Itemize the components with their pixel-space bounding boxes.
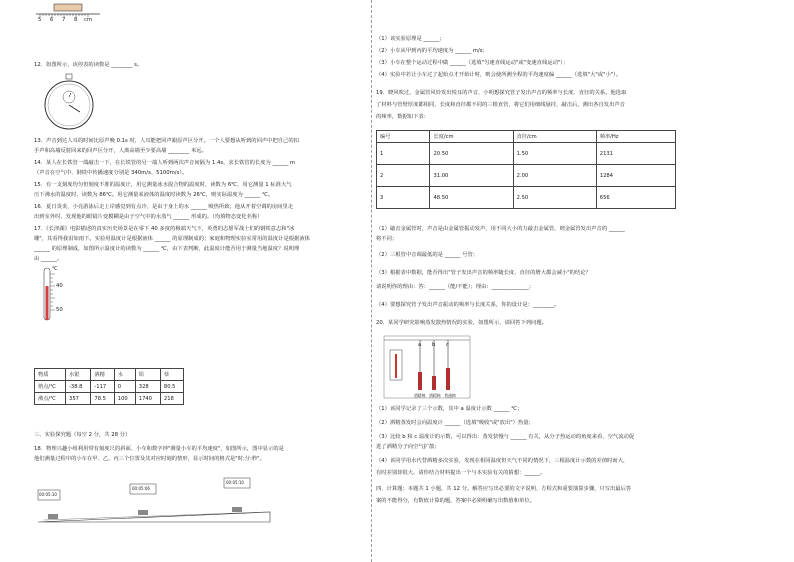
ruler-figure — [34, 2, 104, 24]
question-17-line2: 雕"，其看得我泪如雨下。实验用温度计是根据液体 ______ 的原理制成的；家庭和物理实验室常用的温度计是根据液体 — [34, 236, 310, 242]
clock-time-2: 00:05:06 — [132, 486, 150, 491]
table-cell: 48.50 — [430, 187, 513, 209]
question-14-line2: （声音在空气中、钢铁中传播速度分别是 340m/s、5100m/s）。 — [34, 170, 188, 176]
q20-part4-line1: （4）该同学用水代替酒精多次实验，发现在相同温度但天气不同的情况下，三根温度计示数的差值时而大， — [376, 458, 629, 464]
table-cell: 31.00 — [430, 165, 513, 187]
question-17-line4: 由 ______。 — [34, 256, 63, 262]
table-cell: -38.8 — [66, 381, 91, 393]
table-cell: 1.50 — [513, 143, 596, 165]
question-19-line1: 19．晓风吹过，金属管风铃发出悦耳的声音，小明想探究管子发出声音的频率与长度、直径的关系。他选取 — [376, 90, 627, 96]
question-12: 12．如图所示，该停表的读数是 ________ s。 — [34, 62, 143, 68]
q19-part4: （4）要想探究管子发出声音振动的频率与长度关系，你的设计是：________。 — [376, 302, 560, 308]
q20-part3-line1: （3）比较 b 和 c 温度计的示数，可以得出：蒸发快慢与 ______ 有关，从分子热运动的角度来看，空气流动促 — [376, 434, 635, 440]
thermometer-figure — [40, 266, 70, 324]
thermometer-unit: ℃ — [52, 266, 58, 272]
table-header: 频率/Hz — [596, 131, 675, 143]
question-18-line1: 18．物理兴趣小组利用带有刻度尺的斜面、小车和数字钟"测量小车的平均速度"，如图所示，图中显示的是 — [34, 446, 284, 452]
section-4-line1: 四、计算题：本题共 1 小题，共 12 分。解答应写出必要的文字说明、方程式和重要演算步骤，只写出最后答 — [376, 486, 632, 492]
q19-part3-line1: （3）根据表中数据，能否得出"管子发出声音的频率随长度、直径的增大都会减小"的结论？ — [376, 270, 591, 276]
question-17-line3: ______ 的原理制成，如图所示温度计的读数为 ______ ℃，由下表判断，此温度计能否用于测量当地温度？说明理 — [34, 246, 300, 252]
question-13-line2: 手声和高墙反射回来的回声区分开，人离高墙至少要高墙 ________ 米远。 — [34, 148, 207, 154]
cart — [138, 510, 148, 515]
question-13-line1: 13．声音到达人耳的时间比原声晚 0.1s 时，人耳能把回声跟原声区分开。一个人要想从听到的回声中把自己的拍 — [34, 138, 299, 144]
table-row — [377, 165, 676, 187]
table-header-row — [377, 131, 676, 143]
q20-part3-line2: 进了酒精分子向空气扩散； — [376, 444, 440, 450]
question-14-line1: 14．某人在长铁管一端敲击一下，在长铁管的另一端人听到两次声音间隔为 1.4s，求长铁管的长度为 ______ m — [34, 160, 296, 166]
fig-caption: 酒精棉 酒精棉 普通棉 — [414, 393, 456, 398]
thermometer-label-40: 40 — [56, 283, 63, 289]
left-column — [34, 0, 366, 562]
table-cell: 1284 — [596, 165, 675, 187]
table-cell: 沸点/℃ — [35, 393, 66, 405]
ruler-label-5: 5 — [38, 17, 42, 23]
right-column — [376, 0, 768, 562]
question-15-line2: 压下沸水的温度时，读数为 86℃。用它测量某液体的温度时读数为 26℃，则实际温度为 ______ ℃。 — [34, 192, 274, 198]
cart — [48, 514, 58, 519]
q18-part2: （2）小车从甲到丙的平均速度为 ______ m/s； — [376, 48, 488, 54]
pipe-table — [376, 130, 676, 209]
question-16-line2: 出到室外时，发现他的眼镜片变模糊是由于空气中的水蒸气 ______ 形成的。（均填物态变化名称） — [34, 214, 263, 220]
table-header: 酒精 — [91, 369, 114, 381]
question-19-line2: 了材料与管壁厚度都相同、长度和直径都不同的三根直管，将它们用细线悬挂，敲击后，测出各自发出声音 — [376, 102, 625, 108]
table-cell: 1 — [377, 143, 430, 165]
table-cell: 3 — [377, 187, 430, 209]
column-divider — [371, 0, 372, 562]
section-4-line2: 案的不能得分，有数值计算的题，答案中必须明确写出数值和单位。 — [376, 498, 535, 504]
q19-part1: （1）敲击金属管时，声音是由金属管振动发声，用不同大小的力敲击金属管，则金属管发出声音的 ______ — [376, 226, 625, 232]
table-cell: 2 — [377, 165, 430, 187]
ruler-label-cm: cm — [84, 17, 93, 23]
q19-part2: （2）三根管中音调最低的是 ______ 号管； — [376, 252, 479, 258]
table-cell: 78.5 — [91, 393, 114, 405]
ruler-label-7: 7 — [62, 17, 66, 23]
table-cell: 2.00 — [513, 165, 596, 187]
table-header: 直径/cm — [513, 131, 596, 143]
table-row — [35, 381, 184, 393]
q18-part3: （3）小车在整个运动过程中做 ______（选填"匀速直线运动"或"变速直线运动"）； — [376, 60, 569, 66]
question-16-line1: 16．夏日炎炎，小亮游泳后走上岸感觉到有点冷，是由于身上的水 ______ 吸热所致；他从开着空调的房间里走 — [34, 204, 294, 210]
substance-table — [34, 368, 184, 405]
table-header: 萘 — [160, 369, 183, 381]
table-header: 编号 — [377, 131, 430, 143]
q20-part4-line2: 有时差别却很大，请你结合材料提出一个与本实验有关的猜想：______。 — [376, 470, 546, 476]
table-cell: 2131 — [596, 143, 675, 165]
ruler-label-6: 6 — [50, 17, 54, 23]
table-cell: 328 — [135, 381, 160, 393]
table-cell: 0 — [114, 381, 135, 393]
question-19-line3: 的频率，数据如下表： — [376, 114, 429, 120]
q18-part1: （1）该实验原理是 ______； — [376, 36, 445, 42]
table-cell: 1740 — [135, 393, 160, 405]
table-row — [377, 143, 676, 165]
section-3-heading: 三、实验探究题（每空 2 分，共 28 分） — [34, 432, 131, 438]
table-header: 长度/cm — [430, 131, 513, 143]
q20-part1: （1）该同学记录了三个示数，其中 a 温度计示数 ______ ℃； — [376, 406, 523, 412]
table-header-row — [35, 369, 184, 381]
table-header: 铅 — [135, 369, 160, 381]
q18-part4: （4）实验中若让小车过了起始点才开始计时，则会使所测全程的平均速度偏 ______（选填"大"或"小"）。 — [376, 72, 622, 78]
q19-part3-line2: 请说明你的理由：答：______（能/不能）；理由：______________； — [376, 284, 535, 290]
question-20: 20．某同学研究影响蒸发散热情况的实验，如图所示，请回答下列问题。 — [376, 320, 547, 326]
table-row — [377, 187, 676, 209]
stopwatch-figure — [40, 72, 100, 132]
table-cell: -117 — [91, 381, 114, 393]
table-header: 水银 — [66, 369, 91, 381]
table-cell: 656 — [596, 187, 675, 209]
fig-label-b: b — [432, 342, 436, 348]
table-row — [35, 393, 184, 405]
fig-label-c: c — [446, 342, 449, 348]
table-cell: 100 — [114, 393, 135, 405]
question-17-line1: 17．《长津湖》电影描述的真实历史场景是在零下 40 多度的极端天气下，英勇的志愿军战士们的钢铁意志和"冰 — [34, 226, 295, 232]
table-header: 物质 — [35, 369, 66, 381]
table-cell: 2.50 — [513, 187, 596, 209]
clock-time-1: 00:05:10 — [39, 492, 57, 497]
table-cell: 熔点/℃ — [35, 381, 66, 393]
fig-label-a: a — [418, 342, 422, 348]
wood-block — [54, 4, 82, 11]
table-cell: 357 — [66, 393, 91, 405]
table-cell: 218 — [160, 393, 183, 405]
clock-time-3: 00:05:10 — [226, 480, 244, 485]
thermometer-label-50: 50 — [56, 307, 63, 313]
cart — [232, 507, 242, 512]
q19-part1-cont: 将不同； — [376, 236, 398, 242]
incline-figure — [34, 476, 284, 526]
question-15-line1: 15．有一支刻度均匀但刻度不准的温度计，用它测量冰水混合物的温度时，读数为 6℃，用它测量 1 标准大气 — [34, 182, 292, 188]
table-cell: 80.5 — [160, 381, 183, 393]
question-18-line2: 他们测量过程中的小车在甲、乙、丙三个位置及其对应时刻的情形，显示时间的格式是"时:分:秒"。 — [34, 456, 265, 462]
table-cell: 20.50 — [430, 143, 513, 165]
table-header: 水 — [114, 369, 135, 381]
q20-part2: （2）酒精蒸发时会向温度计 ______（选填"吸收"或"放出"）热量； — [376, 420, 534, 426]
ruler-label-8: 8 — [74, 17, 78, 23]
